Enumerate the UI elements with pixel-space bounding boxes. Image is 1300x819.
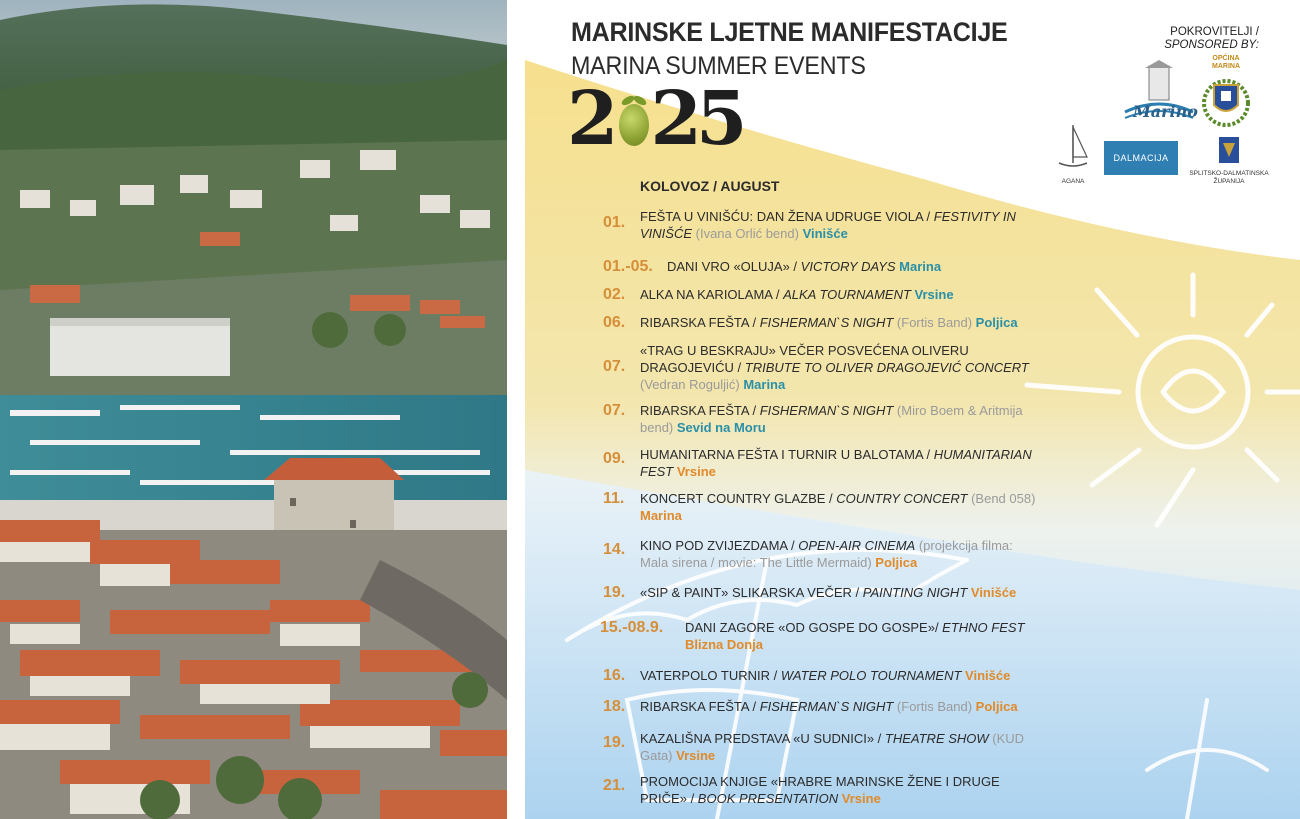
event-description: [640, 446, 1040, 480]
event-location: Marina: [895, 259, 942, 274]
event-title-english: OPEN-AIR CINEMA: [798, 538, 916, 553]
event-performer: (Bend 058): [967, 491, 1036, 506]
event-title: «TRAG U BESKRAJU» VEČER POSVEĆENA OLIVERU DRAGOJEVIĆU /: [640, 343, 969, 375]
event-date: 01.: [603, 214, 626, 231]
event-title: RIBARSKA FEŠTA /: [640, 403, 760, 418]
event-date: 02.: [603, 286, 626, 303]
event-performer: (projekcija filma: Mala sirena / movie: The Little Mermaid): [640, 538, 1013, 570]
event-title: DANI VRO «OLUJA» /: [667, 259, 801, 274]
event-description: [640, 698, 1040, 715]
event-title: FEŠTA U VINIŠĆU: DAN ŽENA UDRUGE VIOLA /: [640, 209, 934, 224]
event-title-english: THEATRE SHOW: [884, 731, 989, 746]
sponsors-label: [1139, 26, 1259, 52]
title-croatian: MARINSKE LJETNE MANIFESTACIJE: [571, 17, 1008, 47]
event-description: [640, 730, 1040, 764]
olive-icon: [615, 94, 653, 146]
event-description: [667, 258, 1040, 275]
event-title-english: PAINTING NIGHT: [862, 585, 968, 600]
town-aerial-photo: [0, 0, 507, 819]
event-location: Marina: [640, 508, 682, 523]
event-title-english: TRIBUTE TO OLIVER DRAGOJEVIĆ CONCERT: [744, 360, 1029, 375]
event-title: HUMANITARNA FEŠTA I TURNIR U BALOTAMA /: [640, 447, 934, 462]
event-title-english: BOOK PRESENTATION: [697, 791, 839, 806]
event-description: [640, 490, 1040, 524]
event-location: Vrsine: [838, 791, 881, 806]
year-digits-rest: 25: [650, 76, 742, 162]
event-title: ALKA NA KARIOLAMA /: [640, 287, 784, 302]
event-location: Poljica: [875, 555, 918, 570]
event-description: [640, 773, 1040, 807]
event-date: 16.: [603, 667, 626, 684]
opcina-marina-caption: OPĆINA MARINA: [1212, 55, 1240, 70]
event-performer: (Miro Boem & Aritmija bend): [640, 403, 1023, 435]
agana-caption: AGANA: [1061, 178, 1085, 185]
title-english: MARINA SUMMER EVENTS: [571, 52, 866, 80]
event-location: Vrsine: [676, 748, 716, 763]
event-title-english: ETHNO FEST: [942, 620, 1025, 635]
event-date: 18.: [603, 698, 626, 715]
event-description: [640, 286, 1040, 303]
event-date: 21.: [603, 777, 626, 794]
zupanija-caption-1: SPLITSKO-DALMATINSKA: [1189, 170, 1269, 177]
sponsors-label-hr: POKROVITELJI /: [1170, 26, 1259, 38]
event-date: 07.: [603, 402, 626, 419]
event-location: Vrsine: [910, 287, 954, 302]
event-date: 19.: [603, 584, 626, 601]
dalmacija-logo: [1104, 141, 1178, 175]
event-date: 01.-05.: [603, 258, 653, 275]
event-date: 11.: [603, 490, 625, 507]
event-date: 06.: [603, 314, 626, 331]
event-description: [640, 342, 1040, 393]
turisticka-zajednica-logo: [1119, 60, 1199, 130]
opcina-marina-logo: [1201, 55, 1251, 130]
zupanija-caption-2: ŽUPANIJA: [1213, 178, 1245, 185]
event-title: KONCERT COUNTRY GLAZBE /: [640, 491, 837, 506]
event-performer: (Ivana Orlić bend): [692, 226, 803, 241]
event-title: PROMOCIJA KNJIGE «HRABRE MARINSKE ŽENE I DRUGE PRIČE» /: [640, 774, 1000, 806]
events-poster: [507, 0, 1300, 819]
event-title: «SIP & PAINT» SLIKARSKA VEČER /: [640, 585, 863, 600]
event-date: 19.: [603, 734, 626, 751]
event-location: Poljica: [975, 699, 1018, 714]
event-date: 09.: [603, 450, 626, 467]
event-date: 07.: [603, 358, 626, 375]
event-title-english: WATER POLO TOURNAMENT: [780, 668, 962, 683]
year-2025: [567, 76, 741, 162]
event-date: 15.-08.9.: [600, 619, 664, 636]
event-location: Poljica: [975, 315, 1018, 330]
event-description: [640, 402, 1040, 436]
event-description: [640, 584, 1040, 601]
event-description: [640, 667, 1040, 684]
event-title-english: FESTIVITY IN VINIŠĆE: [640, 209, 1016, 241]
event-title: RIBARSKA FEŠTA /: [640, 699, 760, 714]
splitsko-dalmatinska-zupanija-logo: [1189, 135, 1269, 187]
event-performer: (Fortis Band): [893, 315, 976, 330]
event-location: Vinišće: [802, 226, 848, 241]
event-performer: (Vedran Rogulјić): [640, 377, 744, 392]
event-description: [640, 537, 1040, 571]
event-location: Vinišće: [967, 585, 1017, 600]
event-title: KINO POD ZVIJEZDAMA /: [640, 538, 799, 553]
sponsors-label-en: SPONSORED BY:: [1164, 39, 1259, 51]
event-title-english: ALKA TOURNAMENT: [783, 287, 911, 302]
agana-logo: [1055, 123, 1091, 185]
event-title-english: COUNTRY CONCERT: [836, 491, 968, 506]
event-description: [640, 208, 1040, 242]
event-title-english: VICTORY DAYS: [800, 259, 896, 274]
event-description: [685, 619, 1040, 653]
event-title-english: FISHERMAN`S NIGHT: [759, 315, 894, 330]
event-performer: (KUD Gata): [640, 731, 1025, 763]
event-title-english: HUMANITARIAN FEST: [640, 447, 1032, 479]
year-digit-first: 2: [567, 76, 613, 162]
event-date: 14.: [603, 541, 626, 558]
event-location: Marina: [743, 377, 786, 392]
event-performer: (Fortis Band): [893, 699, 976, 714]
event-title-english: FISHERMAN`S NIGHT: [759, 403, 894, 418]
event-title: KAZALIŠNA PREDSTAVA «U SUDNICI» /: [640, 731, 885, 746]
event-location: Blizna Donja: [685, 637, 764, 652]
event-title-english: FISHERMAN`S NIGHT: [759, 699, 894, 714]
event-title: DANI ZAGORE «OD GOSPE DO GOSPE»/: [685, 620, 943, 635]
dalmacija-caption: DALMACIJA: [1113, 153, 1169, 163]
month-heading: KOLOVOZ / AUGUST: [640, 178, 780, 194]
marino-logo-text: Marino: [1133, 102, 1198, 121]
event-location: Vrsine: [673, 464, 716, 479]
event-location: Sevid na Moru: [676, 420, 766, 435]
event-description: [640, 314, 1040, 331]
event-title: RIBARSKA FEŠTA /: [640, 315, 760, 330]
event-title: VATERPOLO TURNIR /: [640, 668, 781, 683]
event-location: Vinišće: [961, 668, 1011, 683]
